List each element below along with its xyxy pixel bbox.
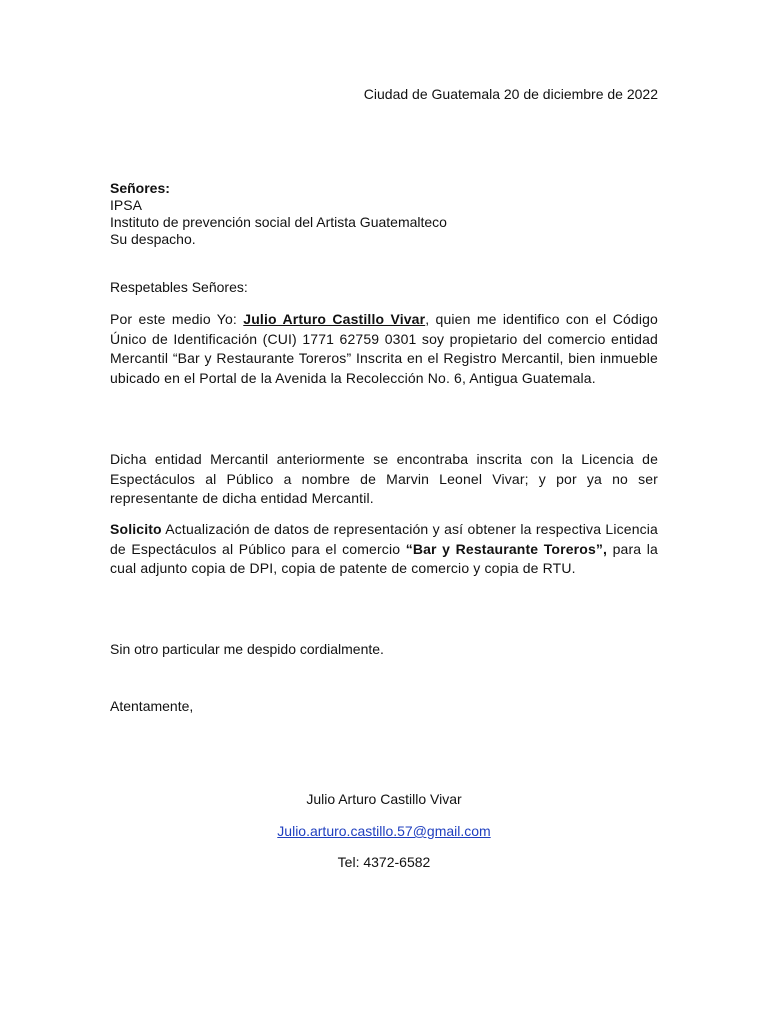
signature-phone: Tel: 4372-6582 [337, 854, 431, 870]
p3-business: “Bar y Restaurante Toreros”, [405, 540, 608, 557]
recipient-salutation: Señores: [110, 180, 170, 196]
recipient-line-1: IPSA [110, 197, 142, 213]
p1-rest: , quien me identifico con el Código Único de Identificación (CUI) 1771 62759 0301 soy propietario del comercio entidad Mercantil “Bar y Restaurante Toreros” Inscrita en el Registro Mercantil, bien inmueble ubicado en el Portal de la Avenida la Recolección No. 6, Antigua Guatemala. [110, 311, 658, 386]
p3-rest: para la cual adjunto copia de DPI, copia de patente de comercio y copia de RTU. [110, 540, 658, 576]
paragraph-introduction [110, 310, 658, 388]
paragraph-request [110, 520, 658, 579]
sign-off: Atentamente, [110, 698, 194, 714]
recipient-line-2: Instituto de prevención social del Artista Guatemalteco [110, 214, 447, 230]
date-line: Ciudad de Guatemala 20 de diciembre de 2022 [363, 86, 658, 102]
signature-email [0, 823, 768, 839]
signature-name: Julio Arturo Castillo Vivar [306, 791, 462, 807]
p1-lead: Por este medio Yo: [110, 311, 244, 327]
closing-line: Sin otro particular me despido cordialmente. [110, 641, 384, 657]
paragraph-previous-license: Dicha entidad Mercantil anteriormente se encontraba inscrita con la Licencia de Espectáculos al Público a nombre de Marvin Leonel Vivar; y por ya no ser representante de dicha entidad Mercantil. [110, 451, 658, 506]
recipient-line-3: Su despacho. [110, 231, 196, 247]
p3-mid: Actualización de datos de representación y así obtener la respectiva Licencia de Espectáculos al Público para el comercio [110, 521, 658, 557]
p3-lead: Solicito [110, 521, 162, 537]
greeting: Respetables Señores: [110, 279, 248, 295]
p1-name: Julio Arturo Castillo Vivar [243, 311, 426, 327]
recipient-block [110, 180, 447, 248]
email-link[interactable]: Julio.arturo.castillo.57@gmail.com [277, 823, 491, 839]
